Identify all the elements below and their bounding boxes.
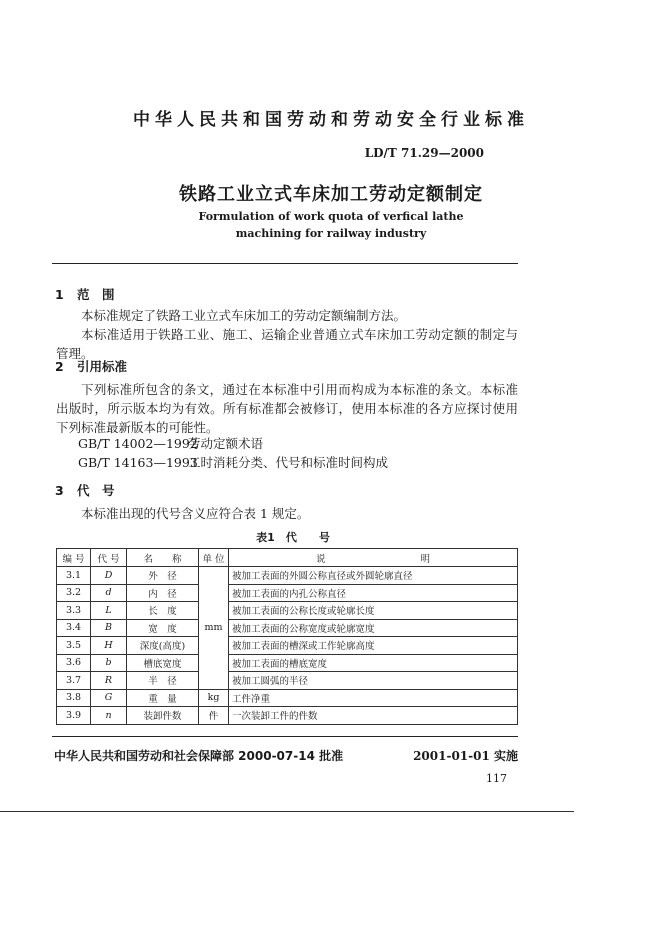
code-table bbox=[56, 548, 518, 725]
cell-name: 宽 度 bbox=[127, 619, 199, 637]
section-number: 1 bbox=[55, 287, 64, 302]
standard-category-title: 中华人民共和国劳动和劳动安全行业标准 bbox=[133, 110, 529, 130]
section-title: 引用标准 bbox=[77, 359, 128, 374]
table-header-row bbox=[57, 549, 518, 567]
cell-desc: 被加工圆弧的半径 bbox=[229, 672, 518, 690]
table-row bbox=[57, 654, 518, 672]
cell-code: G bbox=[91, 689, 127, 707]
cell-desc: 被加工表面的内孔公称直径 bbox=[229, 584, 518, 602]
cell-code: d bbox=[91, 584, 127, 602]
section-1-para-1: 本标准规定了铁路工业立式车床加工的劳动定额编制方法。 bbox=[81, 308, 407, 323]
cell-no: 3.1 bbox=[57, 567, 91, 585]
cell-desc: 被加工表面的槽深或工作轮廓高度 bbox=[229, 637, 518, 655]
cell-no: 3.4 bbox=[57, 619, 91, 637]
cell-no: 3.8 bbox=[57, 689, 91, 707]
cell-code: H bbox=[91, 637, 127, 655]
table-row bbox=[57, 602, 518, 620]
cell-name: 外 径 bbox=[127, 567, 199, 585]
reference-item bbox=[78, 453, 388, 471]
cell-desc: 一次装卸工件的件数 bbox=[229, 707, 518, 725]
table-row bbox=[57, 619, 518, 637]
cell-unit: kg bbox=[199, 689, 229, 707]
cell-name: 槽底宽度 bbox=[127, 654, 199, 672]
table-row bbox=[57, 637, 518, 655]
table-row bbox=[57, 689, 518, 707]
english-title-line-1: Formulation of work quota of verfical lathe bbox=[198, 210, 464, 223]
cell-unit-merged: mm bbox=[199, 567, 229, 690]
cell-name: 深度(高度) bbox=[127, 637, 199, 655]
cell-name: 装卸件数 bbox=[127, 707, 199, 725]
page-number: 117 bbox=[486, 772, 507, 785]
document-title: 铁路工业立式车床加工劳动定额制定 bbox=[179, 184, 483, 205]
table-caption: 表1 代 号 bbox=[256, 531, 330, 544]
header-name: 名 称 bbox=[127, 549, 199, 567]
standard-code: LD/T 71.29—2000 bbox=[364, 146, 484, 160]
section-number: 2 bbox=[55, 359, 64, 374]
section-1-heading bbox=[55, 285, 115, 303]
cell-code: D bbox=[91, 567, 127, 585]
page-bottom-rule bbox=[0, 811, 574, 812]
section-number: 3 bbox=[55, 483, 64, 498]
reference-code: GB/T 14163—1993 bbox=[78, 455, 198, 470]
header-desc: 说 明 bbox=[229, 549, 518, 567]
cell-code: n bbox=[91, 707, 127, 725]
section-1-para-2: 本标准适用于铁路工业、施工、运输企业普通立式车床加工劳动定额的制定与管理。 bbox=[56, 327, 518, 361]
table-row bbox=[57, 584, 518, 602]
reference-title: 工时消耗分类、代号和标准时间构成 bbox=[188, 455, 389, 470]
header-no: 编 号 bbox=[57, 549, 91, 567]
cell-no: 3.2 bbox=[57, 584, 91, 602]
cell-code: b bbox=[91, 654, 127, 672]
cell-desc: 被加工表面的公称宽度或轮廓宽度 bbox=[229, 619, 518, 637]
english-title-line-2: machining for railway industry bbox=[235, 227, 427, 240]
section-2-para-1: 下列标准所包含的条文，通过在本标准中引用而构成为本标准的条文。本标准出版时，所示版本均为有效。所有标准都会被修订，使用本标准的各方应探讨使用下列标准最新版本的可能性。 bbox=[56, 382, 518, 435]
cell-desc: 被加工表面的公称长度或轮廓长度 bbox=[229, 602, 518, 620]
section-3-heading bbox=[55, 481, 115, 499]
footer-divider bbox=[52, 736, 518, 737]
table-row bbox=[57, 707, 518, 725]
cell-name: 半 径 bbox=[127, 672, 199, 690]
header-unit: 单 位 bbox=[199, 549, 229, 567]
cell-no: 3.9 bbox=[57, 707, 91, 725]
cell-desc: 被加工表面的外圆公称直径或外圆轮廓直径 bbox=[229, 567, 518, 585]
reference-code: GB/T 14002—1992 bbox=[78, 436, 198, 451]
cell-no: 3.5 bbox=[57, 637, 91, 655]
cell-no: 3.7 bbox=[57, 672, 91, 690]
section-2-heading bbox=[55, 357, 127, 375]
section-3-para-1: 本标准出现的代号含义应符合表 1 规定。 bbox=[81, 506, 310, 521]
reference-item bbox=[78, 434, 263, 452]
cell-code: B bbox=[91, 619, 127, 637]
cell-name: 内 径 bbox=[127, 584, 199, 602]
section-title: 范 围 bbox=[77, 287, 115, 302]
cell-desc: 被加工表面的槽底宽度 bbox=[229, 654, 518, 672]
table-row bbox=[57, 567, 518, 585]
cell-desc: 工件净重 bbox=[229, 689, 518, 707]
table-row bbox=[57, 672, 518, 690]
cell-name: 长 度 bbox=[127, 602, 199, 620]
title-divider bbox=[52, 263, 518, 264]
cell-no: 3.6 bbox=[57, 654, 91, 672]
section-title: 代 号 bbox=[77, 483, 115, 498]
cell-code: L bbox=[91, 602, 127, 620]
cell-name: 重 量 bbox=[127, 689, 199, 707]
approval-line: 中华人民共和国劳动和社会保障部 2000-07-14 批准 bbox=[54, 749, 344, 763]
cell-no: 3.3 bbox=[57, 602, 91, 620]
effective-date: 2001-01-01 实施 bbox=[413, 749, 518, 763]
cell-code: R bbox=[91, 672, 127, 690]
header-code: 代 号 bbox=[91, 549, 127, 567]
reference-title: 劳动定额术语 bbox=[188, 436, 264, 451]
cell-unit: 件 bbox=[199, 707, 229, 725]
